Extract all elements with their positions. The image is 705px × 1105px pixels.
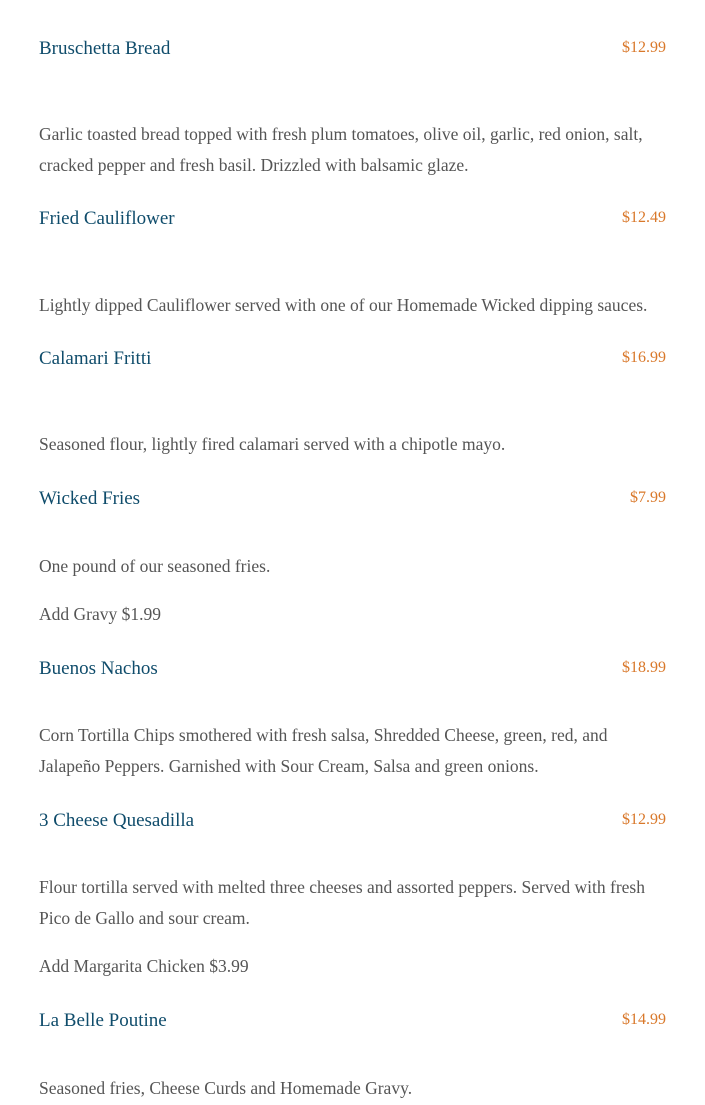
item-title: Calamari Fritti	[39, 348, 152, 369]
item-price: $12.99	[622, 811, 666, 828]
item-title: Buenos Nachos	[39, 658, 158, 679]
item-title: Fried Cauliflower	[39, 208, 175, 229]
item-description: Flour tortilla served with melted three cheeses and assorted peppers. Served with fresh Pico de Gallo and sour cream.	[39, 877, 645, 928]
item-description: Seasoned flour, lightly fired calamari served with a chipotle mayo.	[39, 434, 506, 454]
item-price: $14.99	[622, 1011, 666, 1028]
item-description: Garlic toasted bread topped with fresh plum tomatoes, olive oil, garlic, red onion, salt, cracked pepper and fresh basil. Drizzled with balsamic glaze.	[39, 124, 643, 175]
item-title: 3 Cheese Quesadilla	[39, 810, 195, 831]
item-title: Wicked Fries	[39, 488, 141, 509]
item-price: $16.99	[622, 349, 666, 366]
item-price: $12.99	[622, 39, 666, 56]
item-price: $18.99	[622, 659, 666, 676]
item-addon: Add Gravy $1.99	[39, 604, 161, 624]
item-title: La Belle Poutine	[39, 1010, 167, 1031]
item-description: Seasoned fries, Cheese Curds and Homemade Gravy.	[39, 1078, 413, 1098]
item-price: $7.99	[630, 489, 666, 506]
item-price: $12.49	[622, 209, 666, 226]
item-title: Bruschetta Bread	[39, 38, 171, 59]
item-addon: Add Margarita Chicken $3.99	[39, 956, 249, 976]
item-description: Corn Tortilla Chips smothered with fresh salsa, Shredded Cheese, green, red, and Jalapeño Peppers. Garnished with Sour Cream, Salsa and green onions.	[39, 725, 608, 776]
item-description: One pound of our seasoned fries.	[39, 556, 271, 576]
item-description: Lightly dipped Cauliflower served with one of our Homemade Wicked dipping sauces.	[39, 295, 648, 315]
